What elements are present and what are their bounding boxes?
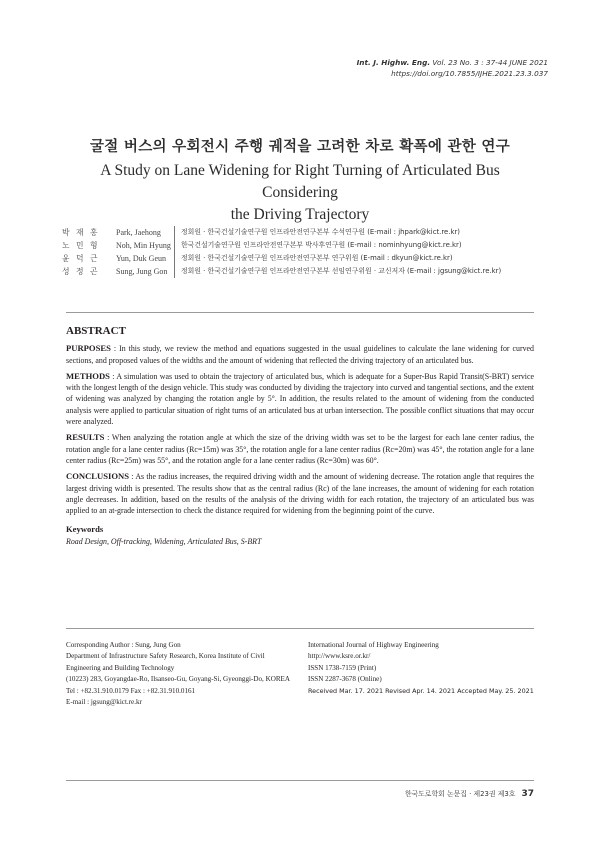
title-english-line-2: the Driving Trajectory [230,206,370,223]
journal-info [308,640,538,697]
address-line: (10223) 283, Goyangdae-Ro, Ilsanseo-Gu, Goyang-Si, Gyeonggi-Do, KOREA [66,675,291,684]
divider-bottom [66,628,534,629]
purposes-text: : In this study, we review the method and equations suggested in the usual guidelines to calculate the lane widening for curved sections, and proposed values of the widths and the amount of widening that reflected the driving trajectory of an articulated bus. [66,344,534,365]
doi-link[interactable]: https://doi.org/10.7855/IJHE.2021.23.3.037 [391,69,548,78]
results-text: : When analyzing the rotation angle at which the size of the driving width was set to be the largest for each lane center radius, the rotation angle for a lane center radius (Rc=15m) was 35°, the rotation angle for a lane center radius (Rc=20m) was 45°, the rotation angle for a lane center radius (Rc=25m) was 55°, and the rotation angle for a lane center radius (Rc=30m) was 60°. [66,433,534,465]
abstract-conclusions [66,471,534,516]
author-list [62,226,501,278]
keywords-heading: Keywords [66,524,104,535]
footer-journal-ko: 한국도로학회 논문집 · 제23권 제3호 [404,790,516,798]
journal-issue: Vol. 23 No. 3 : 37-44 JUNE 2021 [432,58,548,67]
corresponding-author-info [66,640,306,708]
author-name-ko: 박 재 홍 [62,228,100,237]
purposes-label: PURPOSES [66,343,111,354]
abstract-heading: ABSTRACT [66,325,126,337]
author-name-en: Sung, Jung Gon [116,267,168,276]
keywords-list: Road Design, Off-tracking, Widening, Articulated Bus, S-BRT [66,536,262,546]
journal-website-link[interactable]: http://www.ksre.or.kr/ [308,652,371,661]
conclusions-label: CONCLUSIONS [66,471,130,482]
author-affiliation: 한국건설기술연구원 인프라안전연구본부 박사후연구원 (E-mail : nominhyung@kict.re.kr) [174,239,462,252]
author-name-ko: 노 민 형 [62,241,100,250]
author-row [62,252,501,265]
abstract-purposes [66,343,534,366]
journal-citation [357,57,548,68]
institute-line: Engineering and Building Technology [66,663,175,672]
issn-online: ISSN 2287-3678 (Online) [308,675,382,684]
author-affiliation: 정회원 · 한국건설기술연구원 인프라안전연구본부 연구위원 (E-mail : dkyun@kict.re.kr) [174,252,453,265]
divider-top [66,312,534,313]
author-name-en: Yun, Duk Geun [116,254,166,263]
author-name-en: Park, Jaehong [116,228,161,237]
issn-print: ISSN 1738-7159 (Print) [308,663,377,672]
author-name-ko: 성 정 곤 [62,267,100,276]
title-korean: 굴절 버스의 우회전시 주행 궤적을 고려한 차로 확폭에 관한 연구 [89,139,511,155]
journal-name: Int. J. Highw. Eng. [356,58,431,67]
page-number: 37 [521,789,534,799]
author-name-ko: 윤 덕 근 [62,254,100,263]
results-label: RESULTS [66,432,105,443]
author-row [62,226,501,239]
journal-header [357,57,548,79]
title-english-line-1: A Study on Lane Widening for Right Turning of Articulated Bus Considering [100,162,500,201]
author-affiliation: 정회원 · 한국건설기술연구원 인프라안전연구본부 수석연구원 (E-mail : jhpark@kict.re.kr) [174,226,460,239]
email-line: E-mail : jgsung@kict.re.kr [66,698,142,707]
divider-page-footer [66,780,534,781]
abstract-methods [66,371,534,427]
abstract-section [66,326,534,547]
methods-text: : A simulation was used to obtain the trajectory of articulated bus, which is adequate for a Super-Bus Rapid Transit(S-BRT) service with the longest length of the design vehicle. This study was conducted by dividing the trajectory into curved and tangential sections, and the extent of widening was analyzed by changing the rotation angle by 5°. In addition, the results related to the amount of widening from the conducted analysis were applied to particular situation of right turns of an articulated bus at urban intersection. The possible conflict situations that may occur were analyzed. [66,371,534,427]
author-affiliation: 정회원 · 한국건설기술연구원 인프라안전연구본부 선임연구위원 · 교신저자 (E-mail : jgsung@kict.re.kr) [174,265,501,278]
submission-dates: Received Mar. 17. 2021 Revised Apr. 14. 2021 Accepted May. 25. 2021 [308,686,534,695]
journal-title: International Journal of Highway Engineering [308,641,439,649]
conclusions-text: : As the radius increases, the required driving width and the amount of widening decrease. The rotation angle that requires the largest driving width is presented. The results show that as the central radius (Rc) of the lane increases, the amount of widening for each rotation angle decreases. In addition, based on the results of the analysis of the driving width for each rotation, the trajectory of an articulated bus was applied to an at-grade intersection to check the distance required for widening from the beginning point of the curve. [66,472,534,516]
page-footer [405,788,534,799]
abstract-results [66,432,534,466]
author-row [62,265,501,278]
phone-fax-line: Tel : +82.31.910.0179 Fax : +82.31.910.0161 [66,686,196,695]
title-english [70,160,530,226]
methods-label: METHODS [66,370,110,381]
author-name-en: Noh, Min Hyung [116,241,171,250]
corresponding-author: Corresponding Author : Sung, Jung Gon [66,641,181,649]
department-line: Department of Infrastructure Safety Research, Korea Institute of Civil [66,652,265,661]
author-row [62,239,501,252]
